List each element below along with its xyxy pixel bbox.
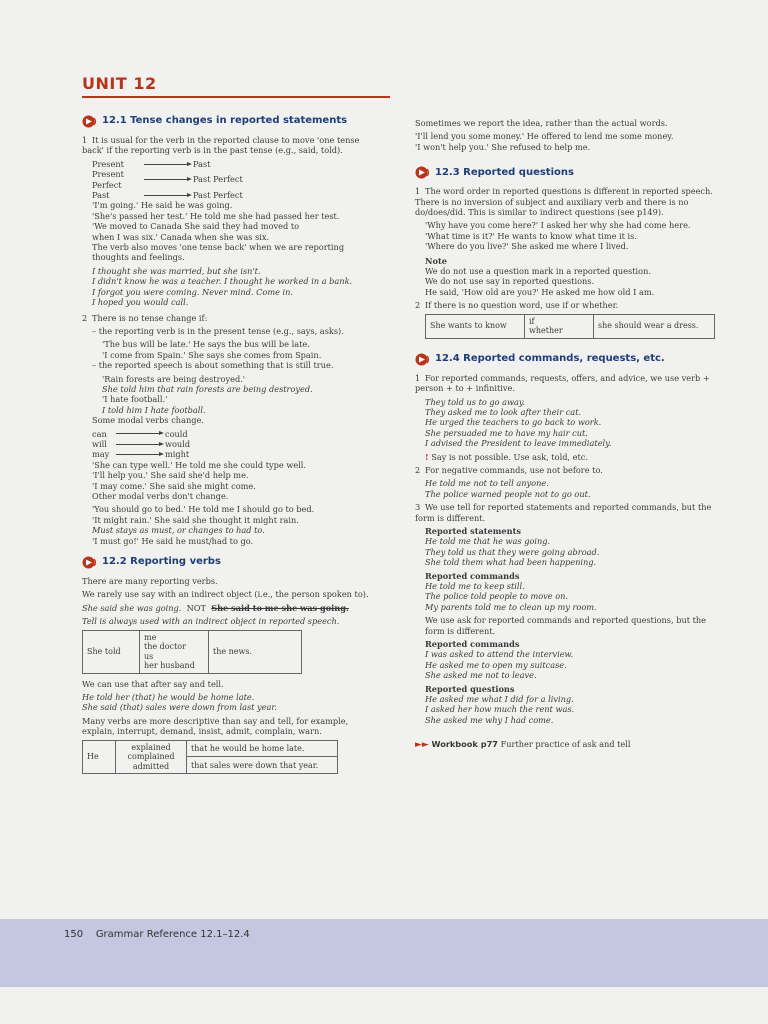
sub-heading: Reported commands <box>425 639 520 650</box>
table-cell: that he would be home late. <box>187 740 338 757</box>
section-12-3-header <box>415 166 715 179</box>
example: 'I hate football.' <box>102 394 168 405</box>
bullet: – the reporting verb is in the present tense (e.g., says, asks). <box>92 325 344 336</box>
example: I didn't know he was a teacher. I thought he worked in a bank. <box>92 276 353 287</box>
if-whether-table <box>425 314 715 339</box>
paragraph: The verb also moves 'one tense back' when we are reporting thoughts and feelings. <box>92 242 345 263</box>
tense-row: Past Past Perfect <box>92 190 243 201</box>
table-cell: He <box>83 740 116 774</box>
note-heading: Note <box>425 255 447 266</box>
example: I advised the President to leave immediately. <box>425 438 612 449</box>
arrow-icon <box>144 179 190 180</box>
speaker-icon <box>415 353 431 366</box>
table-cell: that sales were down that year. <box>187 757 338 774</box>
arrow-icon <box>116 433 162 434</box>
paragraph: 1 The word order in reported questions is different in reported speech. There is no inversion of subject and auxiliary verb and there is no do/does/did. This is similar to indirect questions (see p149). <box>415 186 713 218</box>
example: He told me not to tell anyone. <box>425 478 549 489</box>
section-title: 12.2 Reporting verbs <box>102 556 221 568</box>
speaker-icon <box>415 166 431 179</box>
example: I thought she was married, but she isn't. <box>92 265 261 276</box>
footer <box>64 929 250 940</box>
paragraph: Sometimes we report the idea, rather than the actual words. <box>415 118 668 128</box>
speaker-icon <box>82 556 98 569</box>
unit-title-rule <box>82 96 390 98</box>
arrow-icon <box>116 444 162 445</box>
example: 'I'll help you.' She said she'd help me. <box>92 470 249 481</box>
example-list <box>415 478 715 499</box>
example: She told him that rain forests are being destroyed. <box>102 383 313 394</box>
table-cell: the news. <box>209 630 302 673</box>
example: 'Where do you live?' She asked me where I lived. <box>425 241 629 252</box>
bullet: – the reported speech is about something that is still true. <box>92 360 334 371</box>
note: Must stays as must, or changes to had to. <box>92 525 265 536</box>
paragraph: We use ask for reported commands and reported questions, but the form is different. <box>425 615 707 636</box>
example: I hoped you would call. <box>92 297 189 308</box>
tense-change-list <box>82 159 372 201</box>
unit-title: UNIT 12 <box>82 74 157 93</box>
example: 'The bus will be late.' He says the bus will be late. <box>102 339 310 350</box>
left-column <box>82 110 372 774</box>
example: He urged the teachers to go back to work. <box>425 417 602 428</box>
section-title: 12.1 Tense changes in reported statements <box>102 115 348 127</box>
paragraph: There are many reporting verbs. <box>82 576 218 587</box>
example: I told him I hate football. <box>102 404 206 415</box>
example: 'She's passed her test.' He told me she had passed her test. <box>92 210 340 221</box>
verbs-table <box>82 740 338 775</box>
example: 'I'll lend you some money.' He offered to lend me some money. <box>415 131 674 142</box>
tense-row: Present Past <box>92 158 211 169</box>
example: 'We moved to Canada She said they had moved to <box>92 221 300 232</box>
table-cell: she should wear a dress. <box>594 314 715 338</box>
paragraph: Many verbs are more descriptive than say and tell, for example, explain, interrupt, demand, insist, admit, complain, warn. <box>82 715 349 737</box>
example: 'It might rain.' She said she thought it might rain. <box>92 514 299 525</box>
arrow-icon <box>144 195 190 196</box>
example-list: Reported statements He told me that he was going. They told us that they were going abroad. She told them what had been happening. Reported commands He told me to keep still. The police told people to move on. My parents told me to clean up my room. We use ask for reported commands and reported questions, but the form is different. Reported commands I was asked to attend the interview. He asked me to open my suitcase. She asked me not to leave. Reported questions He asked me what I did for a living. I asked her how much the rent was. She asked me why I had come. <box>415 526 715 725</box>
section-12-4-header <box>415 353 715 366</box>
tense-row: Present Perfect Past Perfect <box>92 169 243 190</box>
example: She persuaded me to have my hair cut. <box>425 427 588 438</box>
example: He told her (that) he would be home late. <box>82 692 255 703</box>
paragraph: 3 We use tell for reported statements and reported commands, but the form is different. <box>415 502 712 523</box>
example: The police warned people not to go out. <box>425 488 591 499</box>
paragraph: Other modal verbs don't change. <box>92 491 229 501</box>
arrow-icon <box>144 164 190 165</box>
example-list <box>82 200 372 307</box>
modal-row: will would <box>92 438 191 449</box>
example: 'She can type well.' He told me she could type well. <box>92 459 307 470</box>
workbook-label: Workbook p77 <box>431 739 498 750</box>
paragraph: 2 There is no tense change if: <box>82 312 208 323</box>
example: They asked me to look after their cat. <box>425 406 582 417</box>
paragraph: 2 If there is no question word, use if or whether. <box>415 300 619 311</box>
paragraph: Tell is always used with an indirect object in reported speech. <box>82 616 340 627</box>
paragraph: Some modal verbs change. <box>92 415 204 426</box>
no-change-list <box>82 326 372 546</box>
paragraph: 1 For reported commands, requests, offers, and advice, we use verb + person + to + infinitive. <box>415 372 710 394</box>
example: 'Why have you come here?' I asked her why she had come here. <box>425 220 691 231</box>
example: 'I must go!' He said he must/had to go. <box>92 535 254 546</box>
example: 'I'm going.' He said he was going. <box>92 200 233 211</box>
workbook-reference <box>415 739 715 750</box>
note: He said, 'How old are you?' He asked me how old I am. <box>425 286 655 297</box>
example-list <box>415 397 715 449</box>
table-cell: She wants to know <box>426 314 525 338</box>
table-cell: She told <box>83 630 140 673</box>
note: We do not use a question mark in a reported question. <box>425 266 651 277</box>
arrow-icon <box>116 454 162 455</box>
section-12-2-header <box>82 556 372 569</box>
tell-table <box>82 630 302 674</box>
example: when I was six.' Canada when she was six. <box>92 231 270 242</box>
note: We do not use say in reported questions. <box>425 276 595 287</box>
sub-heading: Reported statements <box>425 525 521 536</box>
sub-heading: Reported commands <box>425 570 520 581</box>
speaker-icon <box>82 115 98 128</box>
example: I forgot you were coming. Never mind. Come in. <box>92 286 294 297</box>
example: They told us to go away. <box>425 396 526 407</box>
table-cell: if whether <box>525 314 594 338</box>
warning: ! Say is not possible. Use ask, told, etc. <box>425 451 588 462</box>
example: 'I may come.' She said she might come. <box>92 480 256 491</box>
example: 'What time is it?' He wants to know what time it is. <box>425 230 637 241</box>
example: 'You should go to bed.' He told me I should go to bed. <box>92 504 315 515</box>
example: 'I won't help you.' She refused to help me. <box>415 141 591 152</box>
sub-heading: Reported questions <box>425 683 515 694</box>
example: She said she was going. NOT She said to me she was going. <box>82 602 349 613</box>
modal-row: may might <box>92 449 190 460</box>
example: She said (that) sales were down from last year. <box>82 702 278 713</box>
footer-title: Grammar Reference 12.1–12.4 <box>95 929 250 940</box>
table-cell: explained complained admitted <box>116 740 187 774</box>
paragraph: We rarely use say with an indirect object (i.e., the person spoken to). <box>82 589 369 600</box>
modal-row: can could <box>92 428 188 439</box>
example: 'Rain forests are being destroyed.' <box>102 373 246 384</box>
warning-icon: ! <box>425 451 429 462</box>
paragraph: 1 It is usual for the verb in the reported clause to move 'one tense back' if the reporting verb is in the past tense (e.g., said, told). <box>82 135 360 156</box>
section-title: 12.3 Reported questions <box>435 166 574 178</box>
workbook-text: Further practice of ask and tell <box>500 739 631 750</box>
example-list <box>415 220 715 297</box>
paragraph: We can use that after say and tell. <box>82 678 224 689</box>
example: 'I come from Spain.' She says she comes from Spain. <box>102 349 322 360</box>
page-number: 150 <box>64 929 84 940</box>
section-title: 12.4 Reported commands, requests, etc. <box>435 352 665 364</box>
paragraph: 2 For negative commands, use not before to. <box>415 464 603 475</box>
double-arrow-icon: ►► <box>415 740 429 751</box>
section-12-1-header <box>82 115 372 128</box>
right-column <box>415 118 715 751</box>
table-cell: me the doctor us her husband <box>140 630 209 673</box>
